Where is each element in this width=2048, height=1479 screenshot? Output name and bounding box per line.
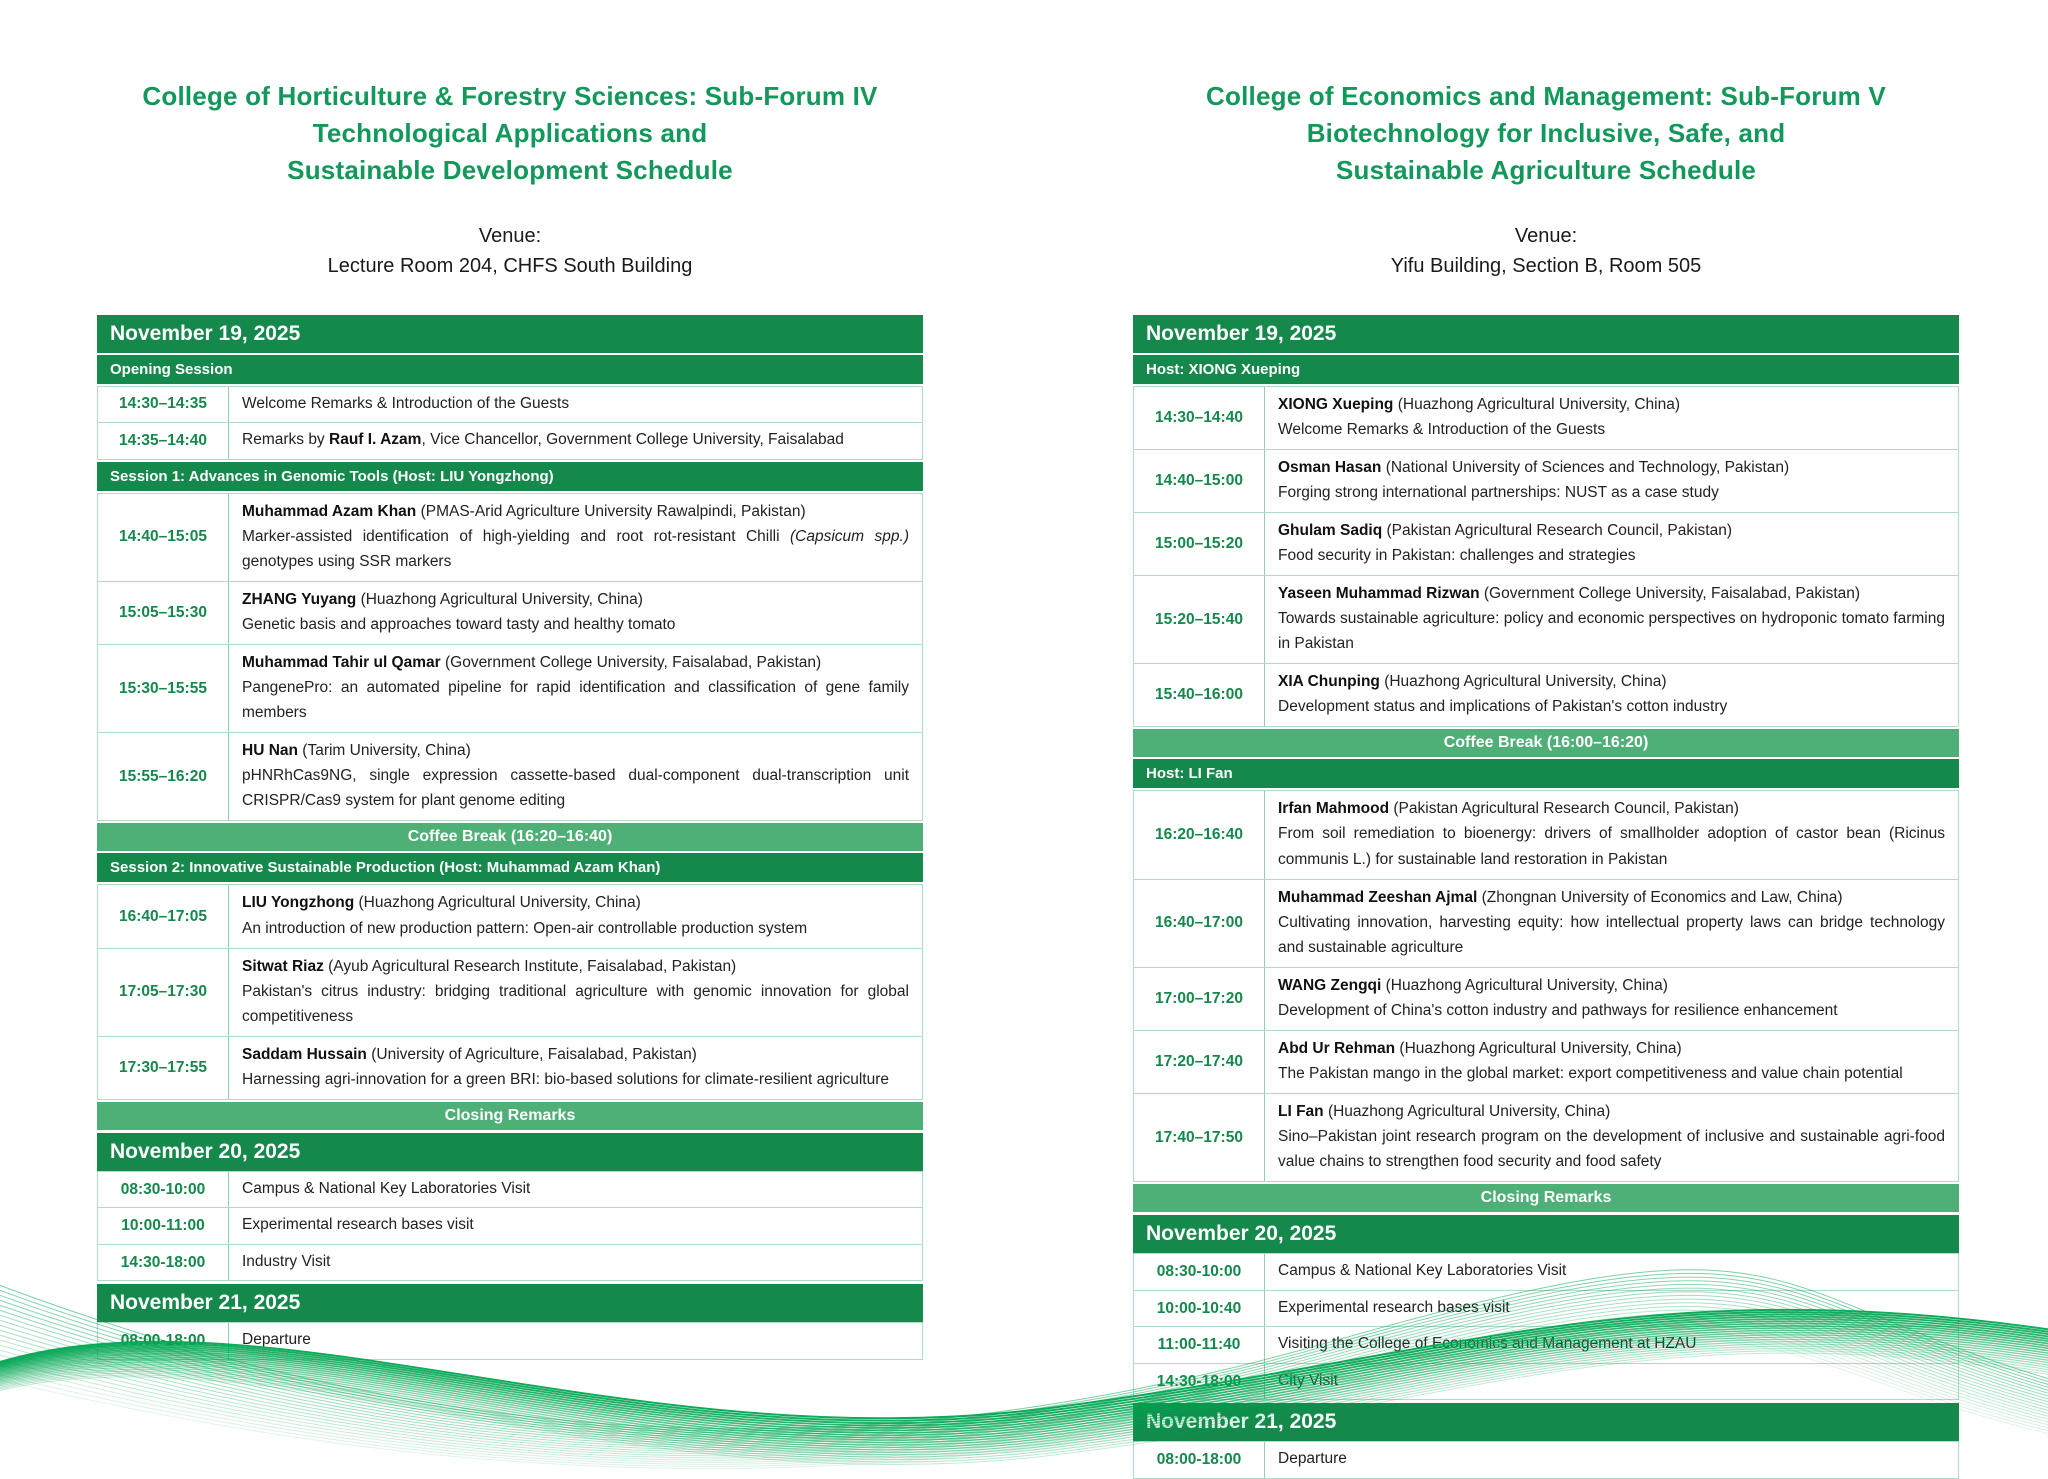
description-cell — [1265, 513, 1958, 575]
text-segment: , Vice Chancellor, Government College University, Faisalabad — [421, 431, 844, 449]
description-cell — [229, 494, 922, 581]
title-line: Technological Applications and — [312, 117, 708, 148]
date-header-bar: November 20, 2025 — [1133, 1215, 1959, 1253]
schedule-row — [97, 581, 923, 645]
description-cell — [1265, 450, 1958, 512]
speaker-name: Yaseen Muhammad Rizwan — [1278, 585, 1480, 603]
italic-text: (Capsicum spp.) — [790, 527, 910, 545]
schedule-row — [1133, 967, 1959, 1031]
session-header-bar: Host: XIONG Xueping — [1133, 355, 1959, 384]
left-schedule-table — [97, 315, 923, 1360]
speaker-line: Ghulam Sadiq (Pakistan Agricultural Research Council, Pakistan) — [1278, 521, 1732, 539]
talk-title — [1278, 998, 1945, 1023]
text-segment: pHNRhCas9NG, single expression cassette-based dual-component dual-transcription unit CRISPR/Cas9 system for plant genome editing — [242, 767, 909, 810]
speaker-line: XIONG Xueping (Huazhong Agricultural University, China) — [1278, 395, 1680, 413]
description-cell — [229, 1208, 922, 1243]
text-segment: Food security in Pakistan: challenges and strategies — [1278, 546, 1636, 564]
text-segment: Experimental research bases visit — [1278, 1298, 1510, 1316]
speaker-line: HU Nan (Tarim University, China) — [242, 742, 471, 760]
description-cell — [229, 885, 922, 947]
wave-decoration — [0, 1256, 2048, 1448]
event-text — [242, 393, 909, 415]
time-cell: 14:30–14:35 — [98, 387, 229, 422]
text-segment: Cultivating innovation, harvesting equity: how intellectual property laws can bridge technology and sustainable agriculture — [1278, 913, 1945, 956]
description-cell — [229, 423, 922, 458]
speaker-line: XIA Chunping (Huazhong Agricultural University, China) — [1278, 673, 1667, 691]
speaker-line: LIU Yongzhong (Huazhong Agricultural University, China) — [242, 894, 641, 912]
talk-title — [1278, 1124, 1945, 1174]
break-bar: Coffee Break (16:20–16:40) — [97, 823, 923, 851]
text-segment: Departure — [242, 1331, 311, 1349]
speaker-line: Sitwat Riaz (Ayub Agricultural Research Institute, Faisalabad, Pakistan) — [242, 957, 737, 975]
speaker-name: Sitwat Riaz — [242, 957, 324, 975]
time-cell: 14:40–15:05 — [98, 494, 229, 581]
text-segment: Campus & National Key Laboratories Visit — [242, 1179, 531, 1197]
description-cell — [1265, 664, 1958, 726]
speaker-name: LIU Yongzhong — [242, 894, 355, 912]
title-line: College of Economics and Management: Sub-Forum V — [1206, 81, 1886, 111]
time-cell: 14:30-18:00 — [98, 1245, 229, 1280]
venue-location: Yifu Building, Section B, Room 505 — [1390, 254, 1702, 277]
time-cell: 17:05–17:30 — [98, 949, 229, 1036]
event-text — [1278, 1448, 1945, 1470]
speaker-name: WANG Zengqi — [1278, 976, 1382, 994]
speaker-line: ZHANG Yuyang (Huazhong Agricultural University, China) — [242, 590, 643, 608]
schedule-row — [97, 732, 923, 821]
speaker-line: Muhammad Zeeshan Ajmal (Zhongnan University of Economics and Law, China) — [1278, 888, 1843, 906]
talk-title — [1278, 910, 1945, 960]
speaker-line: Muhammad Tahir ul Qamar (Government College University, Faisalabad, Pakistan) — [242, 654, 822, 672]
schedule-row — [1133, 663, 1959, 727]
time-cell: 17:30–17:55 — [98, 1037, 229, 1099]
date-header-bar: November 21, 2025 — [1133, 1403, 1959, 1441]
venue-location: Lecture Room 204, CHFS South Building — [327, 254, 693, 277]
schedule-row — [97, 1171, 923, 1208]
text-segment: Welcome Remarks & Introduction of the Guests — [1278, 420, 1606, 438]
left-venue — [97, 221, 923, 281]
time-cell: 10:00-11:00 — [98, 1208, 229, 1243]
talk-title — [1278, 821, 1945, 871]
text-segment: City Visit — [1278, 1371, 1339, 1389]
text-segment: genotypes using SSR markers — [242, 552, 452, 570]
speaker-name: Ghulam Sadiq — [1278, 521, 1383, 539]
event-text — [242, 1214, 909, 1236]
wave-line — [0, 1328, 2048, 1462]
date-header-bar: November 19, 2025 — [1133, 315, 1959, 353]
time-cell: 11:00-11:40 — [1134, 1327, 1265, 1362]
description-cell — [1265, 968, 1958, 1030]
schedule-row — [1133, 575, 1959, 664]
description-cell — [229, 1172, 922, 1207]
venue-label: Venue: — [1514, 224, 1578, 247]
talk-title — [242, 675, 909, 725]
speaker-name: Osman Hasan — [1278, 458, 1382, 476]
talk-title — [242, 763, 909, 813]
text-segment: Experimental research bases visit — [242, 1216, 474, 1234]
speaker-line: LI Fan (Huazhong Agricultural University, China) — [1278, 1103, 1611, 1121]
speaker-line: Abd Ur Rehman (Huazhong Agricultural University, China) — [1278, 1040, 1682, 1058]
time-cell: 14:35–14:40 — [98, 423, 229, 458]
time-cell: 10:00-10:40 — [1134, 1291, 1265, 1326]
description-cell — [1265, 880, 1958, 967]
schedule-row — [97, 1207, 923, 1244]
date-header-bar: November 21, 2025 — [97, 1284, 923, 1322]
text-segment: Marker-assisted identification of high-yielding and root rot-resistant Chilli — [242, 527, 791, 545]
text-segment: Forging strong international partnerships: NUST as a case study — [1278, 483, 1719, 501]
speaker-name: XIONG Xueping — [1278, 395, 1394, 413]
time-cell: 15:05–15:30 — [98, 582, 229, 644]
time-cell: 15:20–15:40 — [1134, 576, 1265, 663]
schedule-row — [97, 884, 923, 948]
description-cell — [229, 387, 922, 422]
talk-title — [1278, 694, 1945, 719]
speaker-name: Muhammad Tahir ul Qamar — [242, 654, 441, 672]
text-segment: Industry Visit — [242, 1252, 331, 1270]
description-cell — [229, 733, 922, 820]
text-segment: An introduction of new production pattern: Open-air controllable production system — [242, 919, 808, 937]
talk-title — [1278, 480, 1945, 505]
time-cell: 08:30-10:00 — [1134, 1254, 1265, 1289]
left-panel-title — [97, 78, 923, 189]
speaker-name: Muhammad Azam Khan — [242, 502, 417, 520]
break-bar: Closing Remarks — [1133, 1184, 1959, 1212]
title-line: Sustainable Development Schedule — [287, 154, 733, 185]
talk-title — [242, 979, 909, 1029]
description-cell — [1265, 387, 1958, 449]
speaker-name: HU Nan — [242, 742, 298, 760]
speaker-line: Yaseen Muhammad Rizwan (Government College University, Faisalabad, Pakistan) — [1278, 585, 1861, 603]
time-cell: 16:40–17:00 — [1134, 880, 1265, 967]
text-segment: Harnessing agri-innovation for a green BRI: bio-based solutions for climate-resilient agriculture — [242, 1070, 890, 1088]
time-cell: 08:00-18:00 — [1134, 1442, 1265, 1477]
schedule-row — [97, 422, 923, 459]
talk-title — [242, 612, 909, 637]
session-header-bar: Session 1: Advances in Genomic Tools (Host: LIU Yongzhong) — [97, 462, 923, 491]
text-segment: From soil remediation to bioenergy: drivers of smallholder adoption of castor bean (Ricinus communis L.) for sustainable land restoration in Pakistan — [1278, 825, 1945, 868]
description-cell — [1265, 791, 1958, 878]
text-segment: Development of China's cotton industry and pathways for resilience enhancement — [1278, 1001, 1838, 1019]
speaker-name: Saddam Hussain — [242, 1045, 367, 1063]
title-line: Biotechnology for Inclusive, Safe, and — [1306, 117, 1786, 148]
speaker-name: LI Fan — [1278, 1103, 1324, 1121]
text-segment: Welcome Remarks & Introduction of the Guests — [242, 394, 570, 412]
session-header-bar: Opening Session — [97, 355, 923, 384]
time-cell: 17:20–17:40 — [1134, 1031, 1265, 1093]
speaker-name: Irfan Mahmood — [1278, 800, 1390, 818]
time-cell: 16:20–16:40 — [1134, 791, 1265, 878]
time-cell: 15:30–15:55 — [98, 645, 229, 732]
speaker-line: Irfan Mahmood (Pakistan Agricultural Research Council, Pakistan) — [1278, 800, 1739, 818]
time-cell: 16:40–17:05 — [98, 885, 229, 947]
schedule-row — [97, 386, 923, 423]
time-cell: 15:40–16:00 — [1134, 664, 1265, 726]
schedule-row — [1133, 386, 1959, 450]
description-cell — [229, 1037, 922, 1099]
text-segment: Development status and implications of Pakistan's cotton industry — [1278, 698, 1728, 716]
right-venue — [1133, 221, 1959, 281]
time-cell: 15:00–15:20 — [1134, 513, 1265, 575]
speaker-line: Muhammad Azam Khan (PMAS-Arid Agriculture University Rawalpindi, Pakistan) — [242, 502, 806, 520]
speaker-name: Abd Ur Rehman — [1278, 1040, 1396, 1058]
speaker-line: Saddam Hussain (University of Agriculture, Faisalabad, Pakistan) — [242, 1045, 697, 1063]
session-header-bar: Session 2: Innovative Sustainable Production (Host: Muhammad Azam Khan) — [97, 853, 923, 882]
talk-title — [1278, 417, 1945, 442]
text-segment: The Pakistan mango in the global market: export competitiveness and value chain potential — [1278, 1065, 1903, 1083]
description-cell — [1265, 1094, 1958, 1181]
event-text — [242, 429, 909, 451]
time-cell: 15:55–16:20 — [98, 733, 229, 820]
schedule-row — [1133, 1030, 1959, 1094]
text-segment: Departure — [1278, 1450, 1347, 1468]
time-cell: 14:40–15:00 — [1134, 450, 1265, 512]
description-cell — [229, 949, 922, 1036]
text-segment: Sino–Pakistan joint research program on the development of inclusive and sustainable agri-food value chains to strengthen food security and food safety — [1278, 1128, 1945, 1171]
session-header-bar: Host: LI Fan — [1133, 759, 1959, 788]
date-header-bar: November 20, 2025 — [97, 1133, 923, 1171]
time-cell: 14:30-18:00 — [1134, 1364, 1265, 1399]
speaker-line: WANG Zengqi (Huazhong Agricultural University, China) — [1278, 976, 1668, 994]
talk-title — [1278, 1061, 1945, 1086]
text-segment: Genetic basis and approaches toward tasty and healthy tomato — [242, 615, 676, 633]
description-cell — [229, 582, 922, 644]
text-segment: Remarks by — [242, 431, 329, 449]
title-line: College of Horticulture & Forestry Sciences: Sub-Forum IV — [142, 81, 878, 111]
speaker-name: XIA Chunping — [1278, 673, 1380, 691]
schedule-row — [1133, 879, 1959, 968]
text-segment: Towards sustainable agriculture: policy and economic perspectives on hydroponic tomato farming in Pakistan — [1278, 610, 1945, 653]
description-cell — [229, 645, 922, 732]
text-segment: PangenePro: an automated pipeline for rapid identification and classification of gene family members — [242, 679, 909, 722]
speaker-name: Muhammad Zeeshan Ajmal — [1278, 888, 1478, 906]
schedule-row — [97, 948, 923, 1037]
speaker-line: Osman Hasan (National University of Sciences and Technology, Pakistan) — [1278, 458, 1790, 476]
description-cell — [1265, 1031, 1958, 1093]
schedule-row — [97, 1036, 923, 1100]
time-cell: 14:30–14:40 — [1134, 387, 1265, 449]
time-cell: 17:00–17:20 — [1134, 968, 1265, 1030]
description-cell — [1265, 576, 1958, 663]
text-segment: Pakistan's citrus industry: bridging traditional agriculture with genomic innovation for global competitiveness — [242, 982, 909, 1025]
talk-title — [1278, 606, 1945, 656]
schedule-row — [1133, 790, 1959, 879]
talk-title — [242, 524, 909, 574]
bold-text: Rauf I. Azam — [329, 431, 422, 449]
date-header-bar: November 19, 2025 — [97, 315, 923, 353]
time-cell: 08:30-10:00 — [98, 1172, 229, 1207]
schedule-row — [97, 493, 923, 582]
right-panel-title — [1133, 78, 1959, 189]
talk-title — [242, 1067, 909, 1092]
time-cell: 08:00-18:00 — [98, 1323, 229, 1358]
talk-title — [1278, 543, 1945, 568]
schedule-row — [1133, 512, 1959, 576]
talk-title — [242, 916, 909, 941]
text-segment: Visiting the College of Economics and Management at HZAU — [1278, 1335, 1697, 1353]
speaker-name: ZHANG Yuyang — [242, 590, 357, 608]
event-text — [242, 1178, 909, 1200]
title-line: Sustainable Agriculture Schedule — [1335, 154, 1757, 185]
schedule-row — [1133, 1093, 1959, 1182]
text-segment: Campus & National Key Laboratories Visit — [1278, 1262, 1567, 1280]
break-bar: Closing Remarks — [97, 1102, 923, 1130]
schedule-row — [97, 644, 923, 733]
schedule-row — [1133, 449, 1959, 513]
left-schedule-panel — [97, 78, 923, 1360]
time-cell: 17:40–17:50 — [1134, 1094, 1265, 1181]
break-bar: Coffee Break (16:00–16:20) — [1133, 729, 1959, 757]
venue-label: Venue: — [478, 224, 542, 247]
